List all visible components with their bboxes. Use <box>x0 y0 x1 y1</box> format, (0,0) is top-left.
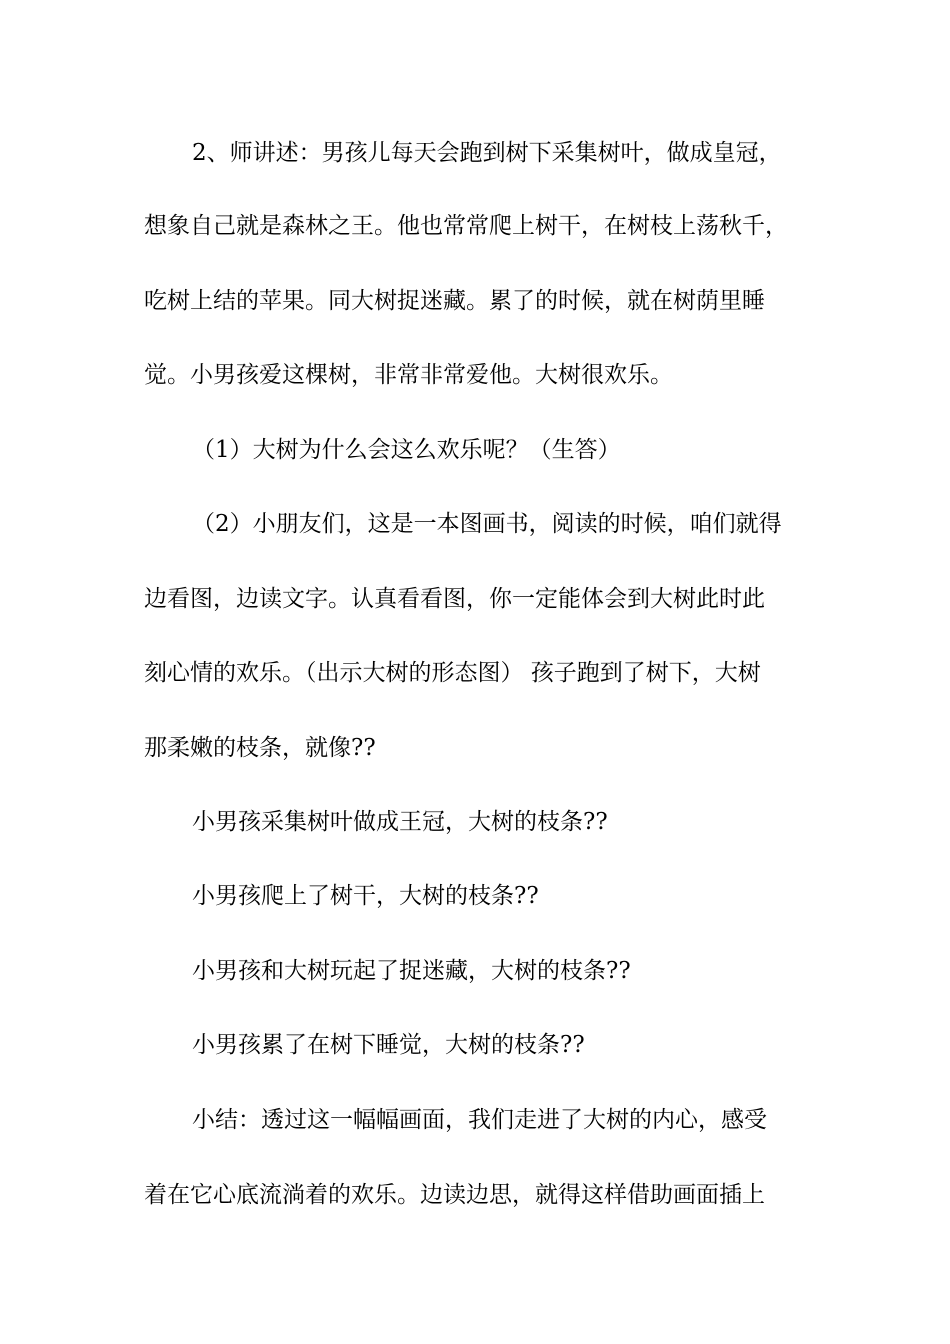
paragraph-line: 小男孩爬上了树干，大树的枝条?? <box>192 883 539 909</box>
paragraph-line: 觉。小男孩爱这棵树，非常非常爱他。大树很欢乐。 <box>144 362 673 388</box>
paragraph-line: 小男孩累了在树下睡觉，大树的枝条?? <box>192 1032 585 1058</box>
paragraph-line: 着在它心底流淌着的欢乐。边读边思，就得这样借助画面插上 <box>144 1182 765 1208</box>
paragraph-line: 边看图，边读文字。认真看看图，你一定能体会到大树此时此 <box>144 586 765 612</box>
paragraph-line: 小男孩和大树玩起了捉迷藏，大树的枝条?? <box>192 958 631 984</box>
paragraph-line: 小男孩采集树叶做成王冠，大树的枝条?? <box>192 809 608 835</box>
paragraph-line: 刻心情的欢乐。（出示大树的形态图） 孩子跑到了树下，大树 <box>144 660 761 686</box>
paragraph-line: 2、师讲述：男孩儿每天会跑到树下采集树叶，做成皇冠， <box>192 140 782 166</box>
paragraph-line: （1）大树为什么会这么欢乐呢？（生答） <box>192 437 621 463</box>
paragraph-line: （2）小朋友们，这是一本图画书，阅读的时候，咱们就得 <box>192 511 782 537</box>
paragraph-line: 吃树上结的苹果。同大树捉迷藏。累了的时候，就在树荫里睡 <box>144 288 765 314</box>
paragraph-line: 那柔嫩的枝条，就像?? <box>144 735 376 761</box>
paragraph-line: 想象自己就是森林之王。他也常常爬上树干，在树枝上荡秋千， <box>144 213 788 239</box>
paragraph-line: 小结：透过这一幅幅画面，我们走进了大树的内心，感受 <box>192 1107 767 1133</box>
